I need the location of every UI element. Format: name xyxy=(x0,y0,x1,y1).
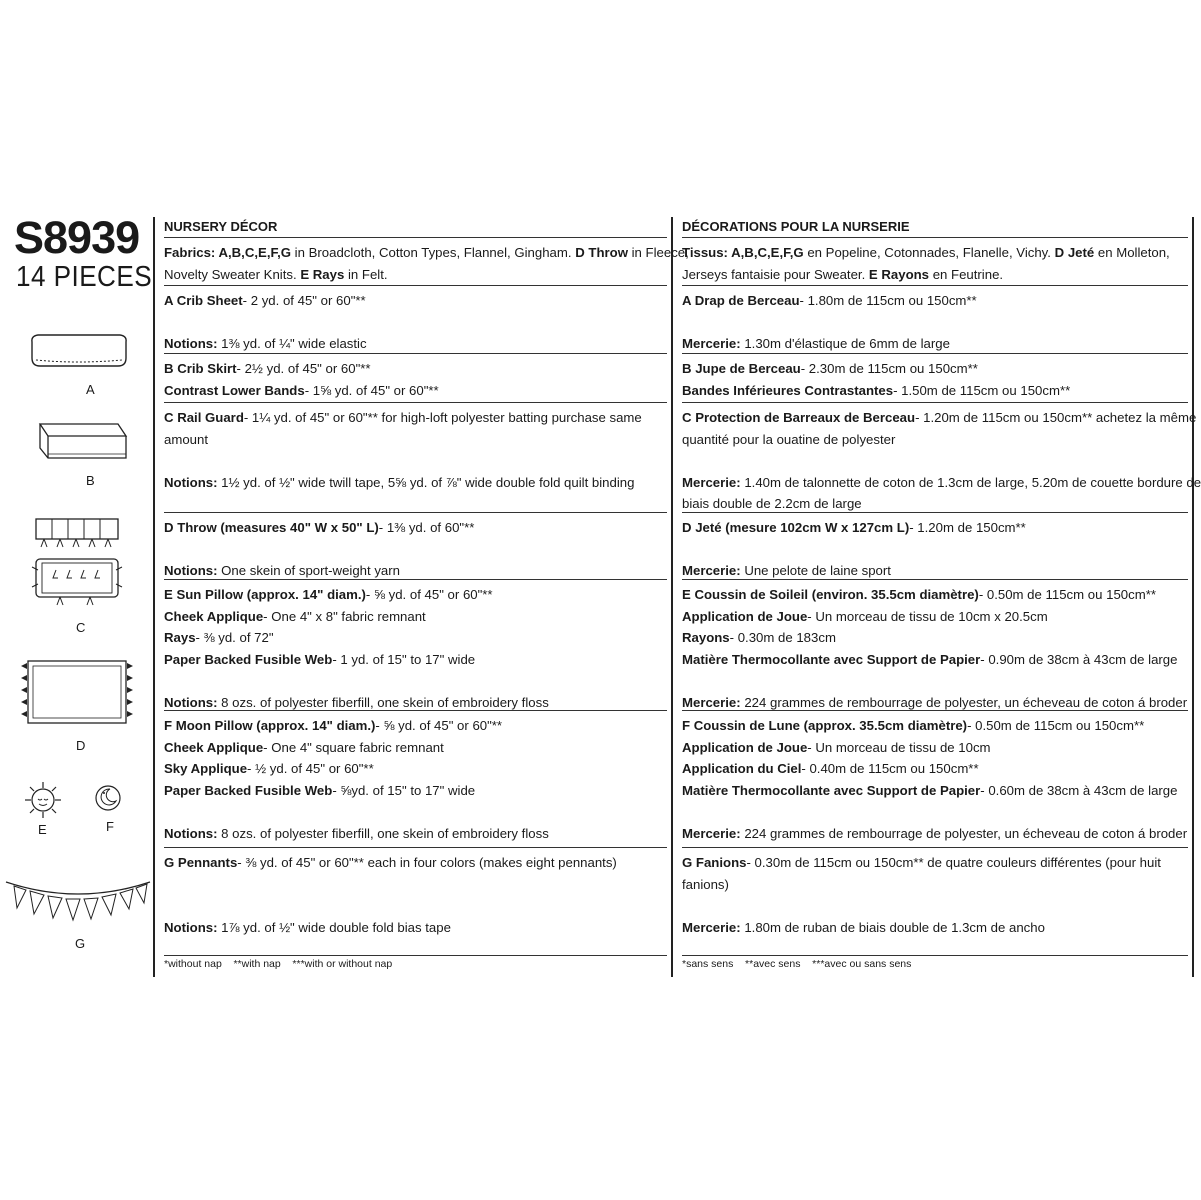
english-c-row: C Rail Guard- 1¼ yd. of 45" or 60"** for high-loft polyester batting purchase same amount Notions: 1½ yd. of ½" wide twill tape, 5⅝ yd. of ⅞" wide double fold quilt binding xyxy=(164,402,667,512)
english-fabrics-row: Fabrics: A,B,C,E,F,G in Broadcloth, Cotton Types, Flannel, Gingham. D Throw in Fleece, Novelty Sweater Knits. E Rays in Felt. xyxy=(164,237,667,285)
english-d-row: D Throw (measures 40" W x 50" L)- 1⅜ yd. of 60"** Notions: One skein of sport-weight yarn xyxy=(164,512,667,579)
figure-label-a: A xyxy=(86,382,95,397)
rule-right xyxy=(1192,217,1194,977)
french-d-row: D Jeté (mesure 102cm W x 127cm L)- 1.20m de 150cm** Mercerie: Une pelote de laine sport xyxy=(682,512,1188,579)
rule-middle xyxy=(671,217,673,977)
moon-pillow-icon xyxy=(92,782,124,814)
french-b-row: B Jupe de Berceau- 2.30m de 115cm ou 150cm** Bandes Inférieures Contrastantes- 1.50m de 115cm ou 150cm** xyxy=(682,353,1188,402)
figure-label-e: E xyxy=(38,822,47,837)
french-f-row: F Coussin de Lune (approx. 35.5cm diamètre)- 0.50m de 115cm ou 150cm** Application de Joue- Un morceau de tissu de 10cm Application du Ciel- 0.40m de 115cm ou 150cm** Matière Thermocollante avec Support de Papier- 0.60m de 38cm à 43cm de large Mercerie: 224 grammes de rembourrage de polyester, un écheveau de coton á broder xyxy=(682,710,1188,847)
english-g-row: G Pennants- ⅜ yd. of 45" or 60"** each in four colors (makes eight pennants) Notions: 1⅞ yd. of ½" wide double fold bias tape xyxy=(164,847,667,955)
pennant-banner-icon xyxy=(2,876,154,936)
crib-skirt-icon xyxy=(30,418,130,464)
figure-label-c: C xyxy=(76,620,86,635)
french-footnote: *sans sens **avec sens ***avec ou sans sens xyxy=(682,955,1188,971)
figure-label-f: F xyxy=(106,819,114,834)
english-b-row: B Crib Skirt- 2½ yd. of 45" or 60"** Contrast Lower Bands- 1⅝ yd. of 45" or 60"** xyxy=(164,353,667,402)
french-e-row: E Coussin de Soileil (environ. 35.5cm diamètre)- 0.50m de 115cm ou 150cm** Application de Joue- Un morceau de tissu de 10cm x 20.5cm Rayons- 0.30m de 183cm Matière Thermocollante avec Support de Papier- 0.90m de 38cm à 43cm de large Mercerie: 224 grammes de rembourrage de polyester, un écheveau de coton á broder xyxy=(682,579,1188,710)
figure-label-g: G xyxy=(75,936,86,951)
sun-pillow-icon xyxy=(22,780,64,820)
french-column xyxy=(682,217,1201,971)
french-fabrics-row: Tissus: A,B,C,E,F,G en Popeline, Cotonnades, Flanelle, Vichy. D Jeté en Molleton, Jerseys fantaisie pour Sweater. E Rayons en Feutrine. xyxy=(682,237,1188,285)
rule-left xyxy=(153,217,155,977)
english-a-row: A Crib Sheet- 2 yd. of 45" or 60"** Notions: 1⅜ yd. of ¼" wide elastic xyxy=(164,285,667,353)
pieces-count: 14 PIECES xyxy=(16,261,153,293)
english-column xyxy=(164,217,689,971)
english-e-row: E Sun Pillow (approx. 14" diam.)- ⅝ yd. of 45" or 60"** Cheek Applique- One 4" x 8" fabric remnant Rays- ⅜ yd. of 72" Paper Backed Fusible Web- 1 yd. of 15" to 17" wide Notions: 8 ozs. of polyester fiberfill, one skein of embroidery floss xyxy=(164,579,667,710)
throw-blanket-icon xyxy=(16,658,132,728)
figure-label-b: B xyxy=(86,473,95,488)
french-heading: DÉCORATIONS POUR LA NURSERIE xyxy=(682,219,910,234)
english-footnote: *without nap **with nap ***with or without nap xyxy=(164,955,667,971)
figure-label-d: D xyxy=(76,738,86,753)
french-g-row: G Fanions- 0.30m de 115cm ou 150cm** de quatre couleurs différentes (pour huit fanions) Mercerie: 1.80m de ruban de biais double de 1.3cm de ancho xyxy=(682,847,1188,955)
rail-guard-icon xyxy=(30,515,130,610)
french-c-row: C Protection de Barreaux de Berceau- 1.20m de 115cm ou 150cm** achetez la même quantité pour la ouatine de polyester Mercerie: 1.40m de talonnette de coton de 1.3cm de large, 5.20m de couette bordure de biais double de 2.2cm de large xyxy=(682,402,1188,512)
english-f-row: F Moon Pillow (approx. 14" diam.)- ⅝ yd. of 45" or 60"** Cheek Applique- One 4" square fabric remnant Sky Applique- ½ yd. of 45" or 60"** Paper Backed Fusible Web- ⅝yd. of 15" to 17" wide Notions: 8 ozs. of polyester fiberfill, one skein of embroidery floss xyxy=(164,710,667,847)
english-heading: NURSERY DÉCOR xyxy=(164,219,278,234)
pattern-number: S8939 xyxy=(14,212,140,263)
french-a-row: A Drap de Berceau- 1.80m de 115cm ou 150cm** Mercerie: 1.30m d'élastique de 6mm de large xyxy=(682,285,1188,353)
crib-sheet-icon xyxy=(28,330,130,372)
